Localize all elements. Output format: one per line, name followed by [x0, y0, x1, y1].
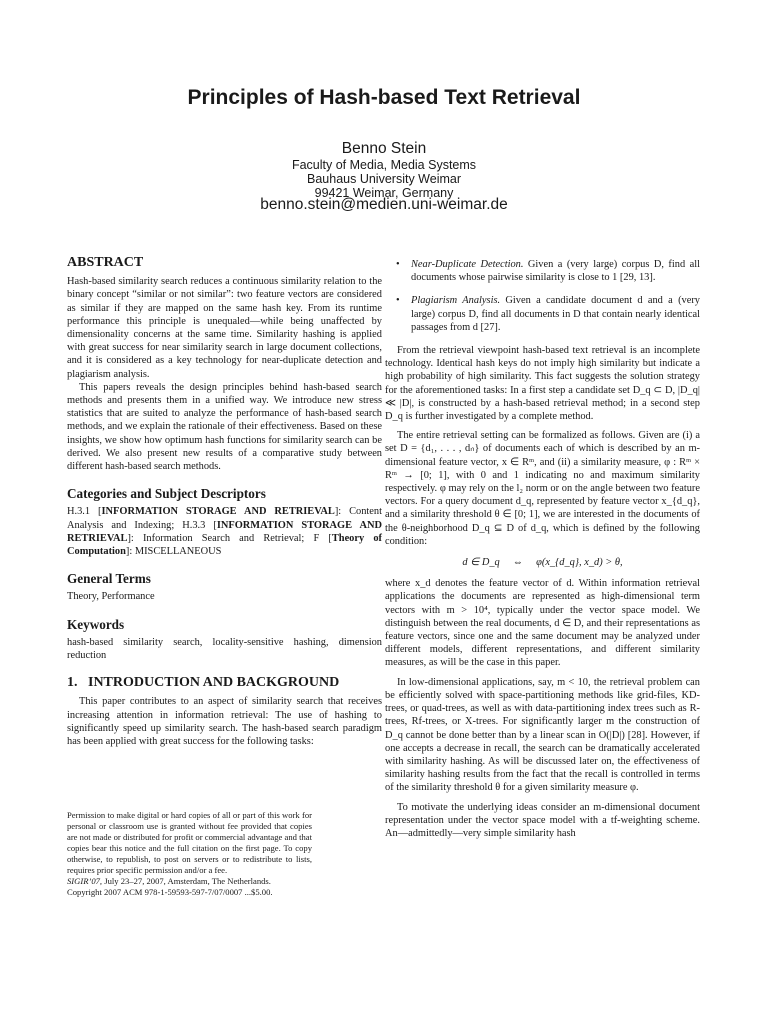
paper-title: Principles of Hash-based Text Retrieval: [187, 86, 581, 109]
left-column: [67, 256, 382, 748]
list-item: • Near-Duplicate Detection. Given a (very large) corpus D, find all documents whose pairwise similarity is close to 1 [29, 13].: [396, 259, 700, 284]
abstract-paragraph: Hash-based similarity search reduces a continuous similarity relation to the binary concept “similar or not similar”: two feature vectors are considered as similar if they are mapped on the same hash key. From its runtime performance this principle is unequaled—while being unaffected by dimensionality concerns at the same time. Similarity hashing is applied with great success for near similarity search in large document collections, and it is considered as a key technology for near-duplicate detection and plagiarism analysis.: [67, 276, 382, 380]
author-email: benno.stein@medien.uni-weimar.de: [260, 196, 508, 213]
right-column: [385, 258, 700, 840]
affiliation-line: Faculty of Media, Media Systems: [291, 158, 477, 172]
intro-heading: 1. INTRODUCTION AND BACKGROUND: [67, 675, 340, 691]
task-list: [385, 258, 700, 334]
equation: d ∈ D_q ⇔ φ(x_{d_q}, x_d) > θ,: [462, 557, 623, 569]
categories-heading: Categories and Subject Descriptors: [67, 486, 266, 502]
bullet-icon: •: [396, 259, 400, 270]
general-terms-heading: General Terms: [67, 571, 151, 587]
keywords-text: hash-based similarity search, locality-sensitive hashing, dimension reduction: [67, 636, 382, 662]
general-terms-text: Theory, Performance: [67, 591, 155, 603]
bullet-icon: •: [396, 295, 400, 307]
permission-text: Permission to make digital or hard copies of all or part of this work for personal or classroom use is granted without fee provided that copies are not made or distributed for profit or commercial advantage and that copies bear this notice and the full citation on the first page. To copy otherwise, to republish, to post on servers or to redistribute to lists, requires prior specific permission and/or a fee.: [67, 810, 312, 875]
conference-line: SIGIR’07, July 23–27, 2007, Amsterdam, The Netherlands.: [67, 876, 271, 886]
body-paragraph: In low-dimensional applications, say, m < 10, the retrieval problem can be efficiently solved with space-partitioning methods like grid-files, KD-trees, or quad-trees, as well as with data-partitioning index trees such as R-trees, Rf-trees, or X-trees. For significantly larger m the construction of D_q cannot be done better than by a linear scan in O(|D|) [28]. However, if one accepts a decrease in recall, the search can be dramatically accelerated with similarity hashing. As will be discussed later on, the effectiveness of similarity hashing results from the fact that the recall is controlled in terms of the similarity threshold θ for a given similarity measure φ.: [385, 676, 700, 794]
body-paragraph: where x_d denotes the feature vector of d. Within information retrieval applications the documents are represented as high-dimensional term vectors with m > 10⁴, typically under the vector space model. We distinguish between the real documents, d ∈ D, and their representations as feature vectors, since one and the same document may be analyzed under different models, different representations, and different similarity measures, as will be the case in this paper.: [385, 578, 700, 669]
keywords-heading: Keywords: [67, 616, 125, 632]
abstract-paragraph: This papers reveals the design principles behind hash-based search methods and presents them in a unified way. We introduce new stress statistics that are suited to analyze the performance of hash-based search methods, and we explain the rationale of their effectiveness. Based on these insights, we show how optimum hash functions for similarity search can be derived. We also present new results of a comparative study between different hash-based search methods.: [67, 381, 382, 473]
body-paragraph: From the retrieval viewpoint hash-based text retrieval is an incomplete technology. Identical hash keys do not imply high similarity but indicate a high probability of high similarity. This fact suggests the solution strategy for the aforementioned tasks: In a first step a candidate set D_q ⊂ D, |D_q| ≪ |D|, is constructed by a hash-based retrieval method; in a second step D_q is further investigated by a complete method.: [385, 345, 700, 423]
abstract-heading: ABSTRACT: [67, 255, 144, 270]
author-name: Benno Stein: [341, 140, 427, 157]
affiliation-line: Bauhaus University Weimar: [307, 172, 461, 186]
categories-text: H.3.1 [INFORMATION STORAGE AND RETRIEVAL]: Content Analysis and Indexing; H.3.3 [INFORMATION STORAGE AND RETRIEVAL]: Information Search and Retrieval; F [Theory of Computation]: MISCELLANEOUS: [67, 506, 382, 558]
copyright-line: Copyright 2007 ACM 978-1-59593-597-7/07/0007 ...$5.00.: [67, 887, 273, 897]
copyright-footnote: [67, 810, 312, 898]
intro-paragraph: This paper contributes to an aspect of similarity search that receives increasing attention in information retrieval: The use of hashing to significantly speed up similarity search. The hash-based search paradigm has been applied with great success for the following tasks:: [67, 696, 382, 748]
body-paragraph: To motivate the underlying ideas consider an m-dimensional document representation under the vector space model with a tf-weighting scheme. An—admittedly—very simple similarity hash: [385, 801, 700, 839]
list-item: • Plagiarism Analysis. Given a candidate document d and a (very large) corpus D, find all documents in D that contain nearly identical passages from d [27].: [396, 295, 700, 333]
body-paragraph: The entire retrieval setting can be formalized as follows. Given are (i) a set D = {d₁, . . . , dₙ} of documents each of which is described by an m-dimensional feature vector, x ∈ Rᵐ, and (ii) a similarity measure, φ : Rᵐ × Rᵐ → [0; 1], with 0 and 1 indicating no and maximum similarity respectively. φ may rely on the l₂ norm or on the angle between two feature vectors. For a query document d_q, represented by feature vector x_{d_q}, and a similarity threshold θ ∈ [0; 1], we are interested in the documents of the θ-neighborhood D_q ⊆ D of d_q, which is defined by the following condition:: [385, 430, 700, 547]
affiliation-line: 99421 Weimar, Germany: [314, 186, 454, 200]
